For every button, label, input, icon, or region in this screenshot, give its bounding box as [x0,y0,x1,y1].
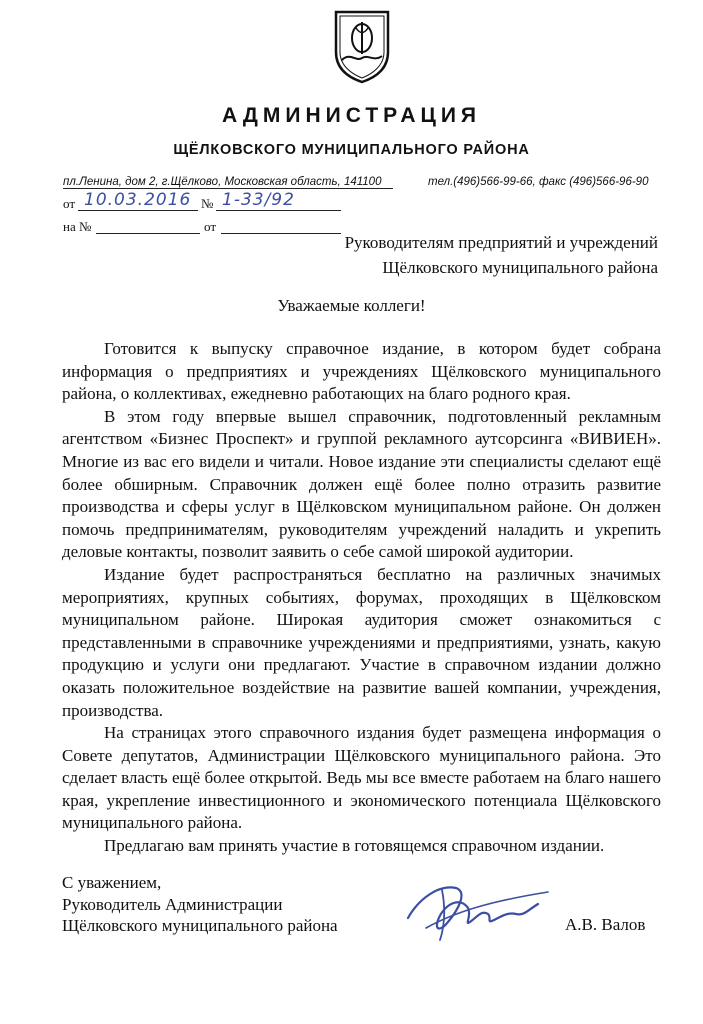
handwritten-signature [398,870,558,950]
organization-subtitle: ЩЁЛКОВСКОГО МУНИЦИПАЛЬНОГО РАЙОНА [173,142,530,158]
reply-number-underline [96,233,200,234]
letter-body [62,338,661,858]
body-paragraph: Издание будет распространяться бесплатно на различных значимых мероприятиях, крупных событиях, форумах, проходящих в Щёлковском муниципальном районе. Широкая аудитория сможет ознакомиться с представленными в справочнике учреждениями и предприятиями, узнать, какую продукцию и услуги они предлагают. Участие в справочном издании должно оказать положительное воздействие на развитие вашей компании, учреждения, производства. [62,564,661,720]
recipient-line: Руководителям предприятий и учреждений [344,233,658,252]
body-paragraph: Готовится к выпуску справочное издание, в котором будет собрана информация о предприятиях и учреждениях Щёлковского муниципального района, о коллективах, ежедневно работающих на благо родного края. [62,339,661,404]
recipient-block [345,230,658,280]
body-paragraph: В этом году впервые вышел справочник, подготовленный рекламным агентством «Бизнес Проспект» и группой рекламного аутсорсинга «ВИВИЕН». Многие из вас его видели и читали. Новое издание эти специалисты сделают ещё более обширным. Справочник должен ещё более полно отразить развитие производства и сферы услуг в Щёлковском муниципальном районе. Он должен помочь предпринимателям, руководителям учреждений наладить и укрепить деловые контакты, позволит заявить о себе самой широкой аудитории. [62,406,661,562]
closing-line: Руководитель Администрации [62,894,283,914]
organization-title: АДМИНИСТРАЦИЯ [221,104,482,127]
handwritten-number: 1-33/92 [222,190,295,210]
body-paragraph: Предлагаю вам принять участие в готовящемся справочном издании. [104,836,605,856]
closing-line: Щёлковского муниципального района [62,916,338,935]
number-underline [216,210,341,211]
closing-line: С уважением, [62,873,162,892]
phone-line: тел.(496)566-99-66, факс (496)566-96-90 [428,176,649,188]
recipient-line: Щёлковского муниципального района [382,258,658,277]
reply-date-underline [221,233,341,234]
number-prefix: № [201,196,214,211]
date-prefix: от [63,196,76,211]
address-line: пл.Ленина, дом 2, г.Щёлково, Московская область, 141100 [63,176,393,189]
reply-date-prefix: от [204,219,217,234]
handwritten-date: 10.03.2016 [84,190,192,210]
salutation: Уважаемые коллеги! [277,296,426,315]
signer-name: А.В. Валов [565,915,646,934]
date-underline [78,210,198,211]
closing-block [62,872,338,937]
reply-number-prefix: на № [63,219,92,234]
body-paragraph: На страницах этого справочного издания будет размещена информация о Совете депутатов, Администрации Щёлковского муниципального района. Это сделает власть ещё более открытой. Ведь мы все вместе работаем на благо нашего края, укрепление инвестиционного и экономического потенциала Щёлковского муниципального района. [62,723,661,833]
coat-of-arms-emblem [330,8,394,84]
